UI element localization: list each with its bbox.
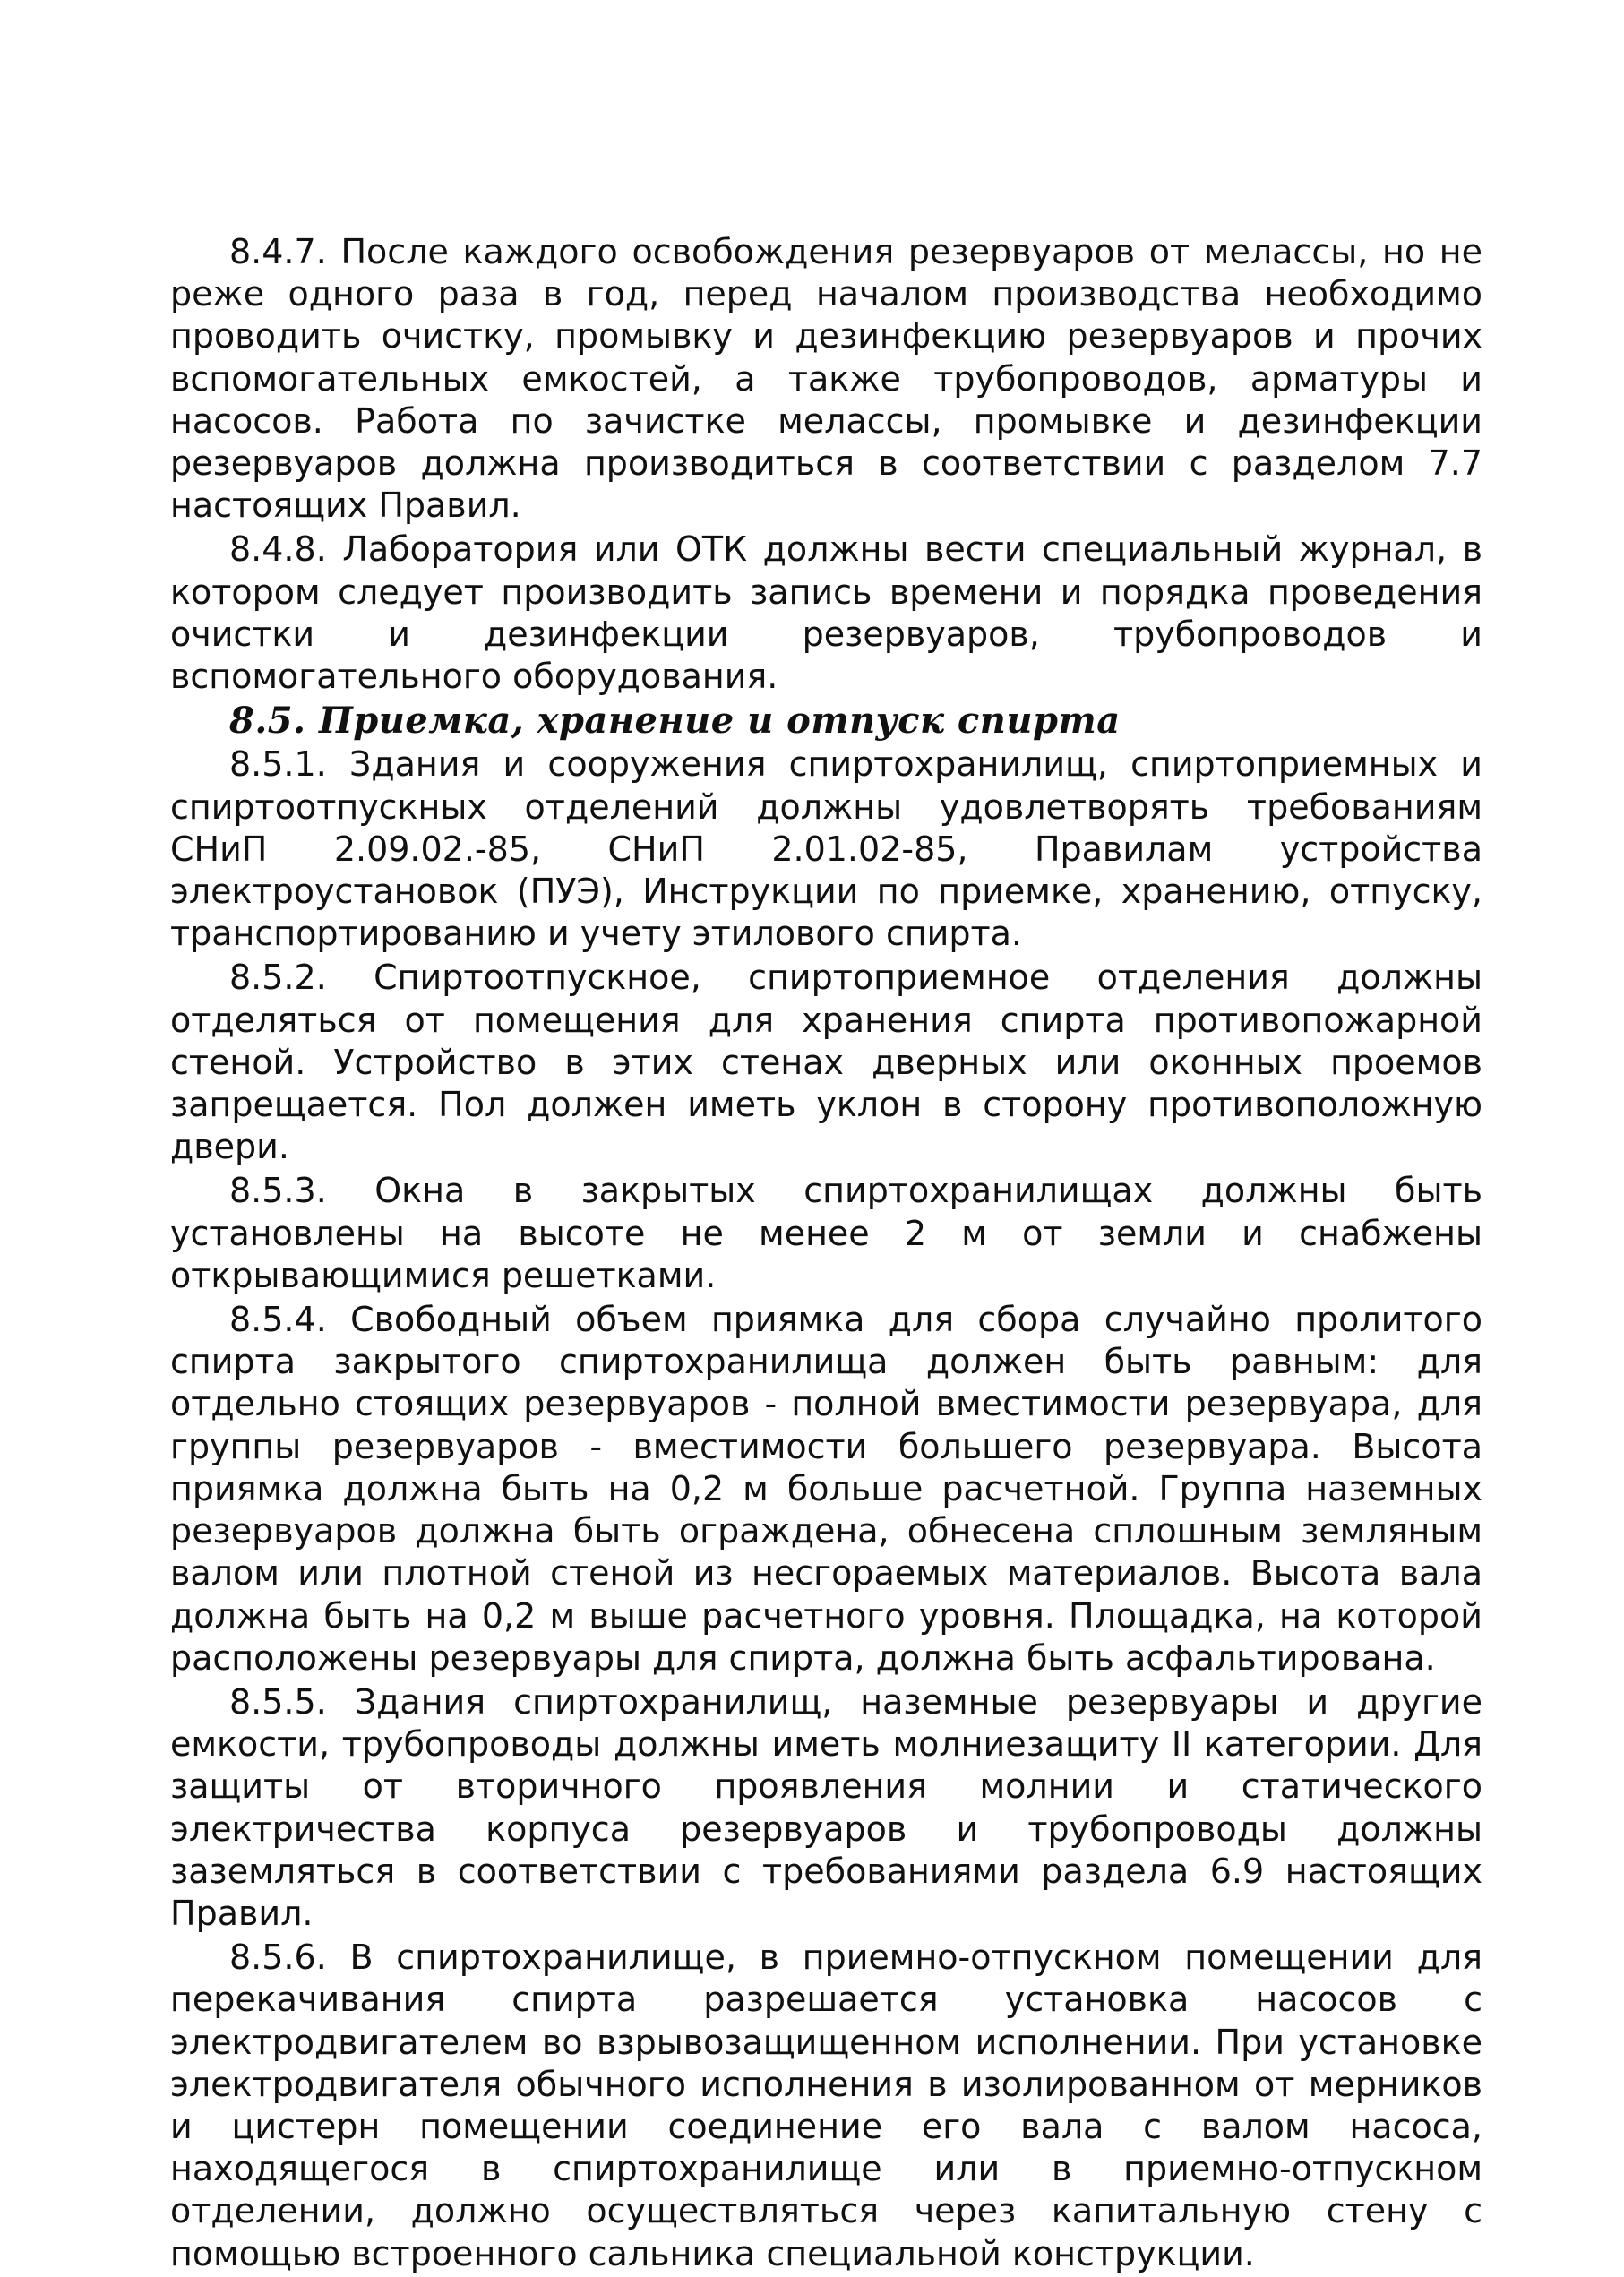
- paragraph-number: 8.4.7.: [229, 232, 327, 271]
- section-heading-8-5: 8.5. Приемка, хранение и отпуск спирта: [229, 700, 1121, 743]
- paragraph-8-4-7: [170, 231, 1482, 527]
- paragraph-text: Спиртоотпускное, спиртоприемное отделения должны отделяться от помещения для хранения спирта противопожарной стеной. Устройство в этих стенах дверных или оконных проемов запрещается. Пол должен иметь уклон в сторону противоположную двери.: [170, 958, 1482, 1167]
- paragraph-text: Свободный объем приямка для сбора случайно пролитого спирта закрытого спиртохранилища должен быть равным: для отдельно стоящих резервуаров - полной вместимости резервуара, для группы резервуаров - вместимости большего резервуара. Высота приямка должна быть на 0,2 м больше расчетной. Группа наземных резервуаров должна быть ограждена, обнесена сплошным земляным валом или плотной стеной из несгораемых материалов. Высота вала должна быть на 0,2 м выше расчетного уровня. Площадка, на которой расположены резервуары для спирта, должна быть асфальтирована.: [170, 1300, 1482, 1678]
- paragraph-8-5-4: [170, 1299, 1482, 1680]
- paragraph-8-5-6: [170, 1937, 1482, 2275]
- paragraph-text: Лаборатория или ОТК должны вести специальный журнал, в котором следует производить запись времени и порядка проведения очистки и дезинфекции резервуаров, трубопроводов и вспомогательного оборудования.: [170, 529, 1482, 697]
- paragraph-number: 8.5.5.: [229, 1681, 327, 1722]
- paragraph-text: После каждого освобождения резервуаров от мелассы, но не реже одного раза в год, перед началом производства необходимо проводить очистку, промывку и дезинфекцию резервуаров и прочих вспомогательных емкостей, а также трубопроводов, арматуры и насосов. Работа по зачистке мелассы, промывке и дезинфекции резервуаров должна производиться в соответствии с разделом 7.7 настоящих Правил.: [170, 232, 1482, 526]
- paragraph-8-5-3: [170, 1170, 1482, 1297]
- paragraph-8-5-5: [170, 1681, 1482, 1935]
- paragraph-text: Здания спиртохранилищ, наземные резервуары и другие емкости, трубопроводы должны иметь молниезащиту II категории. Для защиты от вторичного проявления молнии и статического электричества корпуса резервуаров и трубопроводы должны заземляться в соответствии с требованиями раздела 6.9 настоящих Правил.: [170, 1681, 1482, 1933]
- document-page: [170, 231, 1482, 2277]
- paragraph-number: 8.5.6.: [229, 1938, 327, 1978]
- paragraph-text: В спиртохранилище, в приемно-отпускном помещении для перекачивания спирта разрешается установка насосов с электродвигателем во взрывозащищенном исполнении. При установке электродвигателя обычного исполнения в изолированном от мерников и цистерн помещении соединение его вала с валом насоса, находящегося в спиртохранилище или в приемно-отпускном отделении, должно осуществляться через капитальную стену с помощью встроенного сальника специальной конструкции.: [170, 1938, 1482, 2273]
- paragraph-8-4-8: [170, 528, 1482, 698]
- paragraph-number: 8.4.8.: [229, 529, 327, 570]
- paragraph-8-5-1: [170, 743, 1482, 955]
- paragraph-number: 8.5.2.: [229, 958, 327, 998]
- paragraph-number: 8.5.3.: [229, 1171, 327, 1211]
- paragraph-number: 8.5.1.: [229, 744, 327, 785]
- paragraph-number: 8.5.4.: [229, 1300, 327, 1340]
- paragraph-text: Окна в закрытых спиртохранилищах должны быть установлены на высоте не менее 2 м от земли и снабжены открывающимися решетками.: [170, 1171, 1482, 1295]
- paragraph-8-5-2: [170, 957, 1482, 1168]
- paragraph-text: Здания и сооружения спиртохранилищ, спиртоприемных и спиртоотпускных отделений должны удовлетворять требованиям СНиП 2.09.02.-85, СНиП 2.01.02-85, Правилам устройства электроустановок (ПУЭ), Инструкции по приемке, хранению, отпуску, транспортированию и учету этилового спирта.: [170, 744, 1482, 954]
